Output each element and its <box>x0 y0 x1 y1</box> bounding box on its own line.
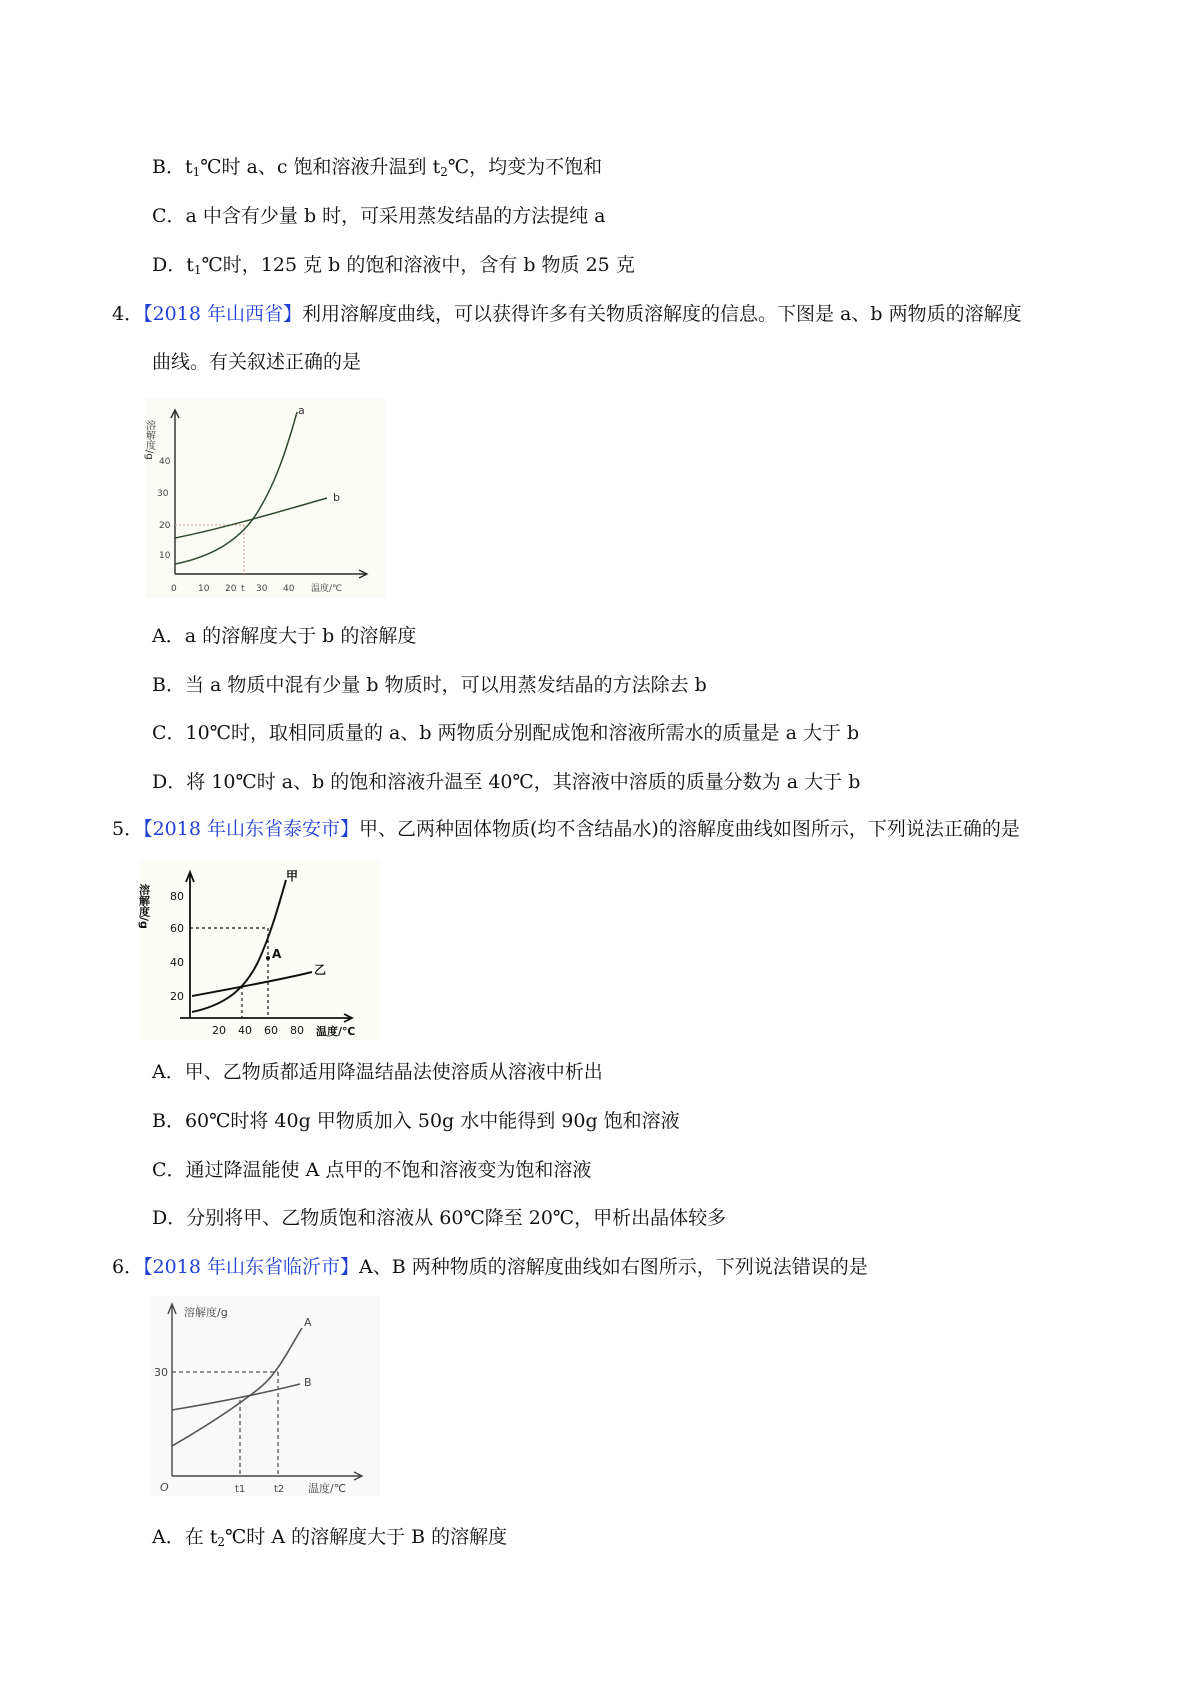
y-tick-20: 20 <box>159 521 171 531</box>
y-axis-label: 溶解度/g <box>143 420 155 460</box>
point-a <box>266 956 270 960</box>
y-tick-30: 30 <box>154 1366 168 1379</box>
y-tick-30: 30 <box>157 489 169 499</box>
q4-option-d: D．将 10℃时 a、b 的饱和溶液升温至 40℃，其溶液中溶质的质量分数为 a 大于 b <box>152 771 861 793</box>
y-tick-60: 60 <box>170 922 184 935</box>
question-number: 4． <box>112 303 144 325</box>
x-tick-t: t <box>241 584 245 594</box>
curve-a-label: A <box>304 1316 312 1329</box>
curve-a-label: a <box>298 404 305 417</box>
x-tick-30: 30 <box>256 584 268 594</box>
source-tag: 【2018 年山西省】 <box>143 303 302 325</box>
chart-background <box>137 860 380 1040</box>
x-tick-t1: t1 <box>235 1484 246 1495</box>
y-tick-80: 80 <box>170 890 184 903</box>
q5-option-c: C．通过降温能使 A 点甲的不饱和溶液变为饱和溶液 <box>152 1159 592 1181</box>
q6-option-a: A．在 $t_2℃$时 A 的溶解度大于 B 的溶解度 <box>152 1526 508 1549</box>
curve-b-label: b <box>333 491 340 504</box>
q4-option-c: C．10℃时，取相同质量的 a、b 两物质分别配成饱和溶液所需水的质量是 a 大于 b <box>152 722 860 744</box>
x-tick-80: 80 <box>290 1024 304 1037</box>
chart-background <box>150 1296 380 1496</box>
q4-option-b: B．当 a 物质中混有少量 b 物质时，可以用蒸发结晶的方法除去 b <box>152 674 707 696</box>
q4-stem-cont: 曲线。有关叙述正确的是 <box>152 351 362 373</box>
curve-b-label: B <box>304 1376 312 1389</box>
y-tick-40: 40 <box>159 457 171 467</box>
q4-solubility-chart <box>145 398 385 598</box>
question-number: 6． <box>112 1256 144 1278</box>
q5-option-a: A．甲、乙物质都适用降温结晶法使溶质从溶液中析出 <box>152 1061 603 1083</box>
y-tick-10: 10 <box>159 551 171 561</box>
q5-solubility-chart <box>137 860 380 1040</box>
q3-option-c: C．a 中含有少量 b 时，可采用蒸发结晶的方法提纯 a <box>152 205 606 227</box>
q3-option-d: D．$t_1℃$时，125 克 b 的饱和溶液中，含有 b 物质 25 克 <box>152 254 635 277</box>
q5-option-b: B．60℃时将 40g 甲物质加入 50g 水中能得到 90g 饱和溶液 <box>152 1110 680 1132</box>
source-tag: 【2018 年山东省泰安市】 <box>143 818 359 840</box>
curve-jia-label: 甲 <box>286 869 299 883</box>
x-tick-40: 40 <box>283 584 295 594</box>
y-axis-label: 溶解度/g <box>137 884 151 929</box>
q6-stem: 6．【2018 年山东省临沂市】A、B 两种物质的溶解度曲线如右图所示，下列说法错误的是 <box>112 1256 868 1278</box>
q4-option-a: A．a 的溶解度大于 b 的溶解度 <box>152 625 417 647</box>
x-tick-20: 20 <box>225 584 237 594</box>
q3-option-b: B．$t_1℃$时 a、c 饱和溶液升温到 $t_2℃$，均变为不饱和 <box>152 156 603 179</box>
x-tick-60: 60 <box>264 1024 278 1037</box>
curve-yi-label: 乙 <box>314 963 327 977</box>
x-tick-20: 20 <box>212 1024 226 1037</box>
y-tick-40: 40 <box>170 956 184 969</box>
x-axis-label: 温度/℃ <box>311 584 343 594</box>
y-axis-label: 溶解度/g <box>184 1306 228 1319</box>
question-number: 5． <box>112 818 144 840</box>
point-a-label: A <box>272 947 282 961</box>
origin-label: O <box>160 1481 169 1494</box>
x-tick-0: 0 <box>171 584 177 594</box>
source-tag: 【2018 年山东省临沂市】 <box>143 1256 359 1278</box>
x-tick-40: 40 <box>238 1024 252 1037</box>
q5-stem: 5．【2018 年山东省泰安市】甲、乙两种固体物质(均不含结晶水)的溶解度曲线如图所示，下列说法正确的是 <box>112 818 1020 840</box>
q5-option-d: D．分别将甲、乙物质饱和溶液从 60℃降至 20℃，甲析出晶体较多 <box>152 1207 727 1229</box>
x-axis-label: 温度/℃ <box>308 1482 347 1495</box>
x-tick-10: 10 <box>198 584 210 594</box>
y-tick-20: 20 <box>170 990 184 1003</box>
q6-solubility-chart <box>150 1296 380 1496</box>
x-tick-t2: t2 <box>274 1484 285 1495</box>
x-axis-label: 温度/℃ <box>316 1025 356 1038</box>
q4-stem: 4．【2018 年山西省】利用溶解度曲线，可以获得许多有关物质溶解度的信息。下图是 a、b 两物质的溶解度 <box>112 303 1022 325</box>
